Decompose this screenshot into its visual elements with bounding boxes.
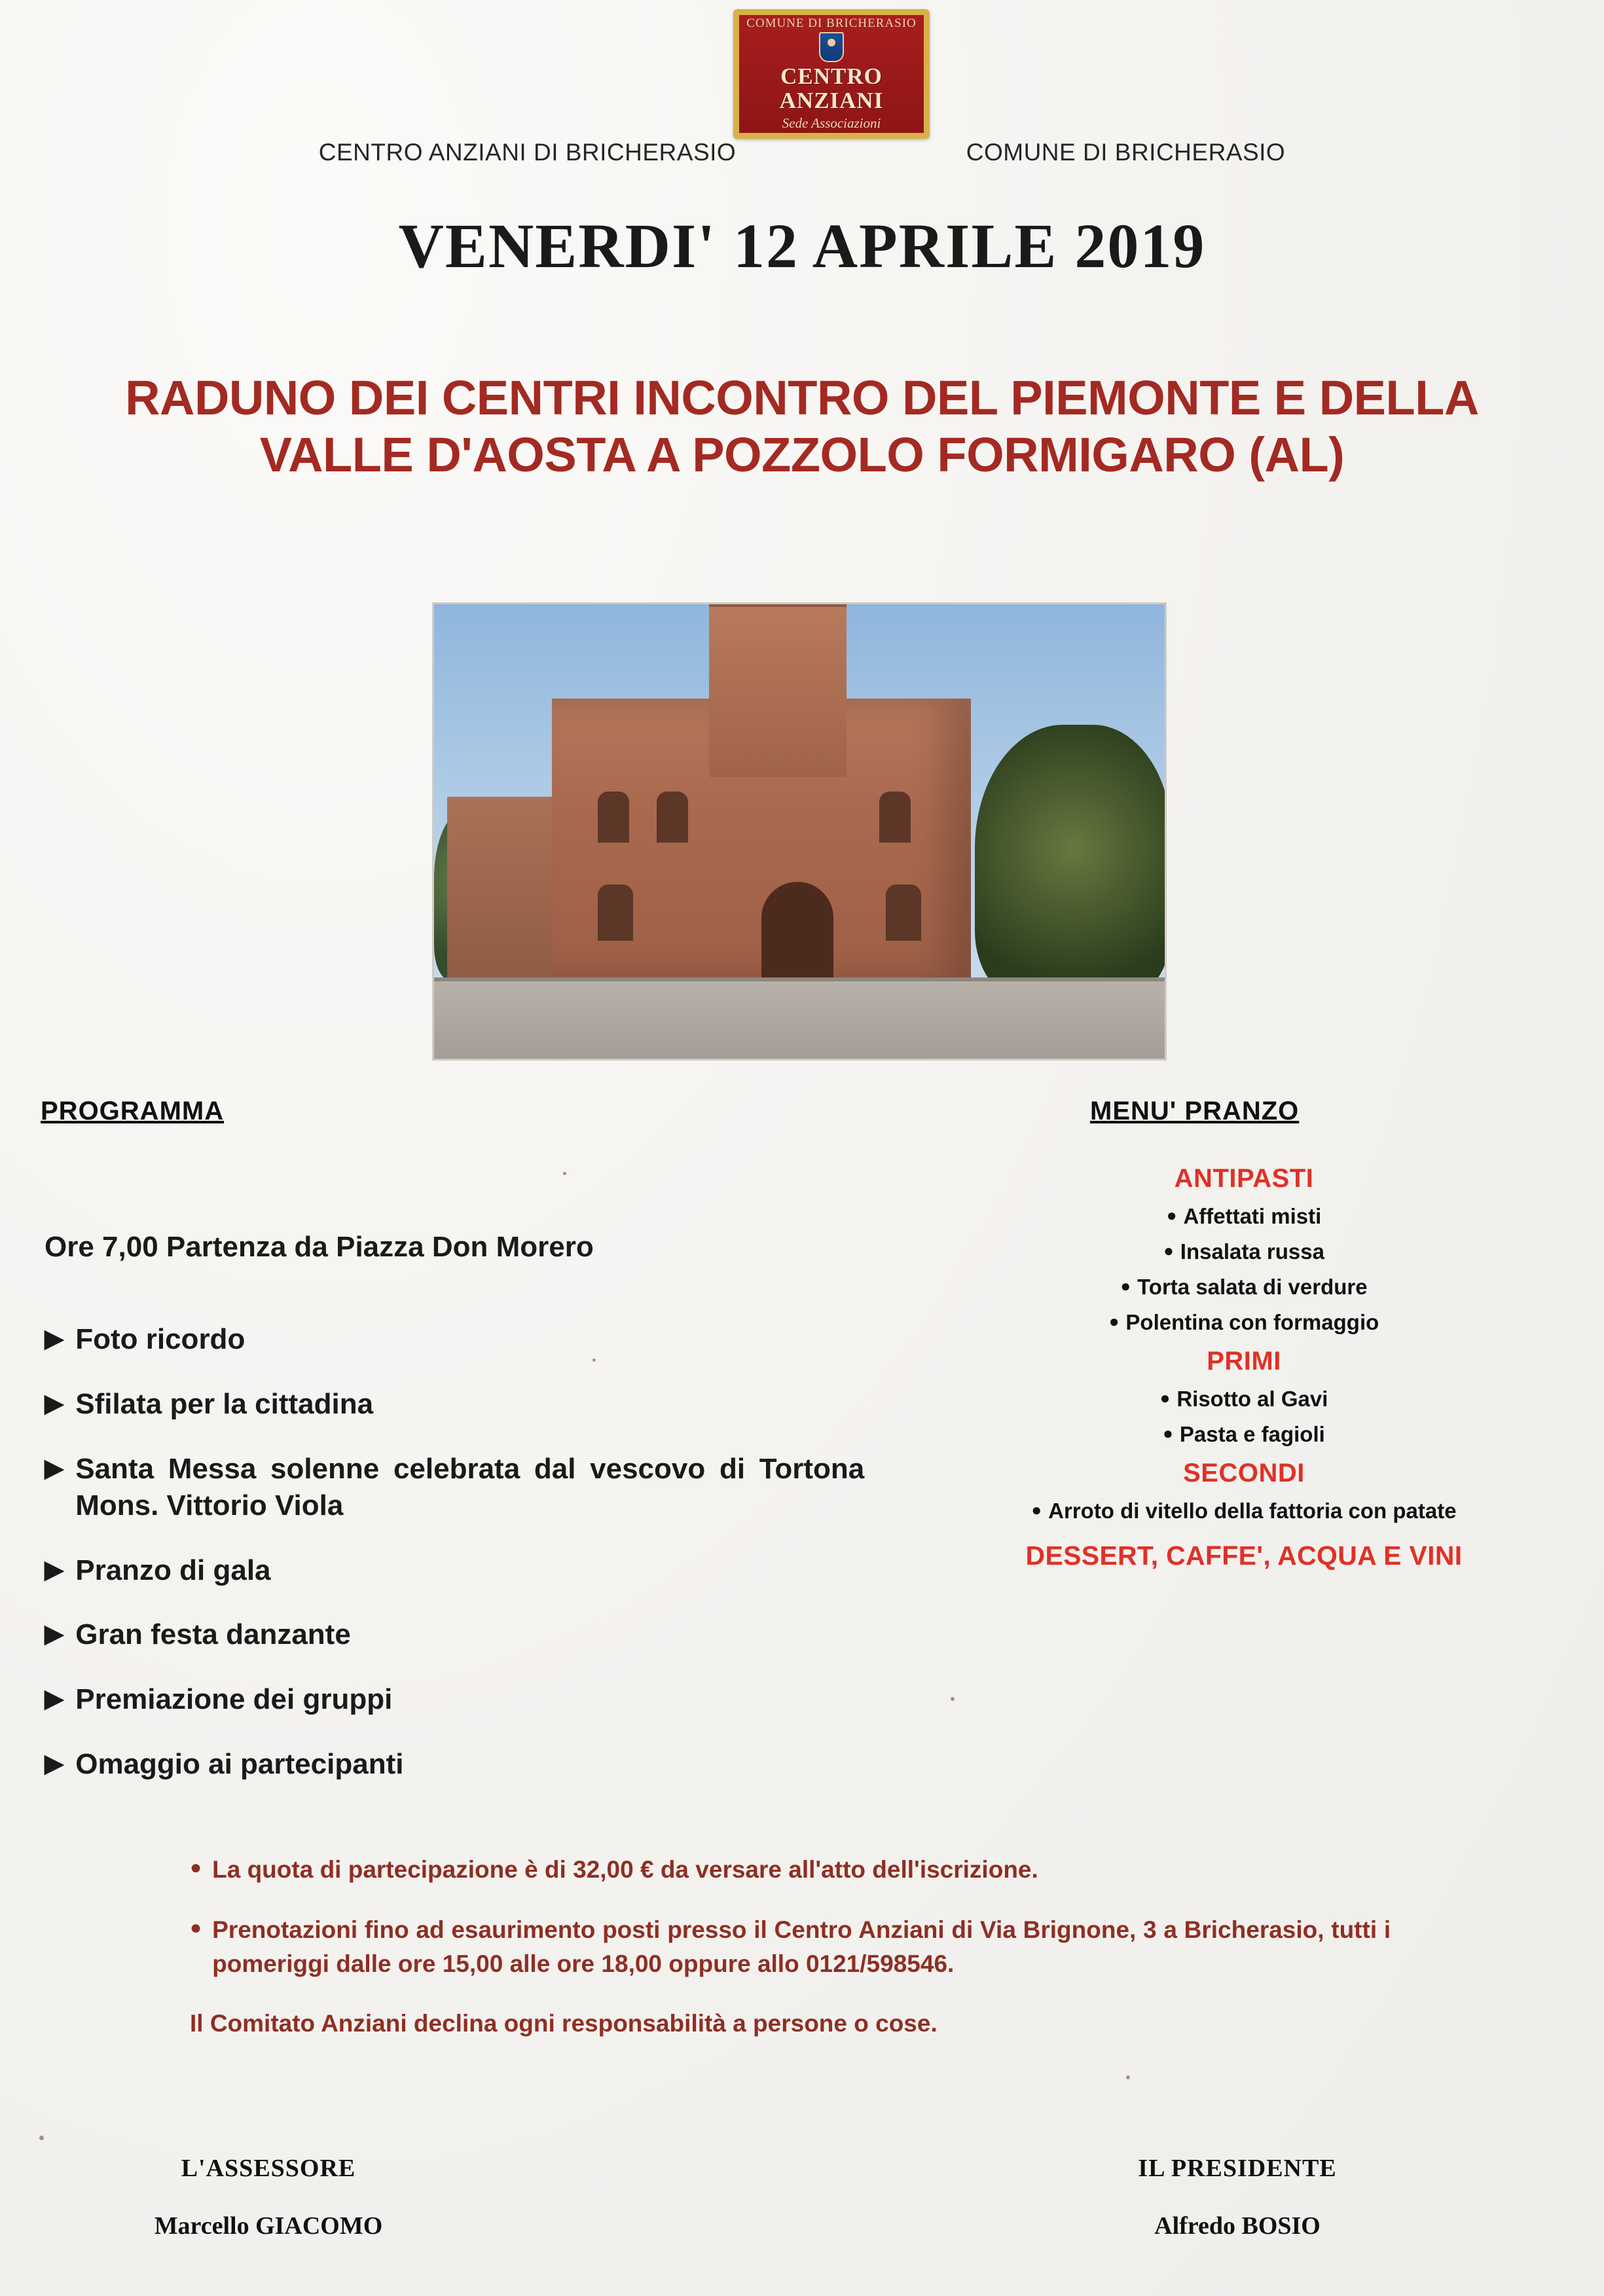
menu-item-label: Arroto di vitello della fattoria con patate: [1048, 1499, 1457, 1523]
programma-item-label: Pranzo di gala: [75, 1554, 271, 1586]
menu-item: [930, 1275, 1558, 1300]
menu-section-title: ANTIPASTI: [1174, 1164, 1314, 1193]
bullet-icon: ●: [1163, 1241, 1174, 1260]
logo-top-text: COMUNE DI BRICHERASIO: [746, 16, 917, 30]
menu-item-label: Risotto al Gavi: [1176, 1387, 1328, 1411]
castle-photo: [432, 602, 1167, 1061]
event-main-heading: RADUNO DEI CENTRI INCONTRO DEL PIEMONTE E DELLA VALLE D'AOSTA A POZZOLO FORMIGARO (AL): [125, 371, 1479, 482]
photo-window: [879, 792, 911, 843]
programma-item-label: Sfilata per la cittadina: [75, 1387, 374, 1420]
bullet-icon: ●: [1031, 1500, 1042, 1520]
photo-window: [598, 884, 633, 941]
menu-item: [930, 1239, 1558, 1264]
notes-block: [190, 1853, 1427, 2054]
menu-item: [930, 1387, 1558, 1412]
programma-item-label: Santa Messa solenne celebrata dal vescovo di Tortona Mons. Vittorio Viola: [75, 1452, 865, 1522]
menu-item-label: Affettati misti: [1183, 1204, 1322, 1228]
programma-heading: PROGRAMMA: [41, 1097, 225, 1125]
scan-speck: [951, 1697, 955, 1701]
menu-section-title: SECONDI: [1183, 1459, 1305, 1487]
logo-main-text: CENTRO ANZIANI: [779, 63, 884, 113]
menu-heading: MENU' PRANZO: [1090, 1097, 1300, 1125]
bullet-icon: ●: [1159, 1388, 1171, 1408]
event-date-title: VENERDI' 12 APRILE 2019: [398, 211, 1206, 281]
programma-item: [45, 1552, 909, 1589]
programma-intro: Ore 7,00 Partenza da Piazza Don Morero: [45, 1231, 594, 1263]
org-right-label: COMUNE DI BRICHERASIO: [966, 139, 1286, 166]
menu-item: [930, 1204, 1558, 1229]
centro-anziani-logo: [733, 9, 930, 139]
bullet-icon: ●: [190, 1857, 202, 1878]
programma-item: [45, 1746, 909, 1783]
programma-item: [45, 1681, 909, 1718]
photo-tree-right: [975, 725, 1167, 1000]
programma-item-label: Foto ricordo: [75, 1323, 246, 1355]
org-left-label: CENTRO ANZIANI DI BRICHERASIO: [318, 139, 737, 166]
note-text: Prenotazioni fino ad esaurimento posti presso il Centro Anziani di Via Brignone, 3 a Bricherasio, tutti i pomeriggi dalle ore 15,00 alle ore 18,00 oppure allo 0121/598546.: [212, 1916, 1391, 1977]
menu-item: [930, 1499, 1558, 1523]
programma-item: [45, 1321, 909, 1358]
arrow-icon: ▶: [45, 1389, 64, 1417]
crest-icon: [819, 32, 844, 62]
menu-item: [930, 1422, 1558, 1447]
signature-role: L'ASSESSORE: [181, 2155, 356, 2182]
menu-final-line: DESSERT, CAFFE', ACQUA E VINI: [1025, 1540, 1463, 1571]
organisation-line: [0, 139, 1604, 166]
menu-item-label: Polentina con formaggio: [1125, 1310, 1379, 1334]
menu-item-label: Pasta e fagioli: [1179, 1422, 1325, 1446]
scan-speck: [39, 2136, 44, 2140]
scan-speck: [592, 1358, 596, 1362]
photo-road-line: [434, 977, 1165, 981]
signature-name: Alfredo BOSIO: [1154, 2212, 1321, 2240]
arrow-icon: ▶: [45, 1685, 64, 1713]
menu-item-label: Torta salata di verdure: [1137, 1275, 1368, 1299]
signature-assessore: [118, 2154, 419, 2240]
photo-castle-tower: [709, 607, 847, 777]
photo-castle-tower-top: [709, 602, 847, 607]
signature-name: Marcello GIACOMO: [154, 2212, 383, 2240]
bullet-icon: ●: [1108, 1311, 1120, 1331]
arrow-icon: ▶: [45, 1750, 64, 1778]
note-item: [190, 1853, 1427, 1887]
arrow-icon: ▶: [45, 1454, 64, 1482]
photo-ground: [434, 980, 1165, 1059]
arrow-icon: ▶: [45, 1620, 64, 1649]
programma-item: [45, 1386, 909, 1423]
programma-item: [45, 1451, 909, 1524]
signature-presidente: [1087, 2154, 1388, 2240]
note-text: La quota di partecipazione è di 32,00 € da versare all'atto dell'iscrizione.: [212, 1856, 1038, 1883]
bullet-icon: ●: [1166, 1205, 1177, 1225]
scan-speck: [1126, 2075, 1130, 2079]
programma-list: [45, 1293, 909, 1783]
programma-item: [45, 1616, 909, 1653]
photo-window: [598, 792, 629, 843]
programma-item-label: Omaggio ai partecipanti: [75, 1748, 404, 1781]
menu-section-title: PRIMI: [1207, 1347, 1281, 1376]
bullet-icon: ●: [1163, 1423, 1173, 1443]
bullet-icon: ●: [1120, 1276, 1131, 1296]
photo-window: [886, 884, 921, 941]
signature-role: IL PRESIDENTE: [1138, 2155, 1337, 2182]
programma-item-label: Gran festa danzante: [75, 1618, 351, 1651]
arrow-icon: ▶: [45, 1556, 64, 1584]
menu-item: [930, 1310, 1558, 1335]
photo-window: [657, 792, 688, 843]
logo-sub-text: Sede Associazioni: [782, 115, 881, 132]
bullet-icon: ●: [190, 1916, 202, 1939]
scan-speck: [563, 1172, 566, 1175]
note-disclaimer: Il Comitato Anziani declina ogni responsabilità a persone o cose.: [190, 2010, 938, 2037]
arrow-icon: ▶: [45, 1325, 64, 1353]
programma-item-label: Premiazione dei gruppi: [75, 1683, 393, 1716]
note-item: [190, 1913, 1427, 1981]
menu-item-label: Insalata russa: [1180, 1239, 1324, 1264]
photo-castle-entrance: [761, 882, 833, 980]
menu-block: [930, 1152, 1558, 1571]
